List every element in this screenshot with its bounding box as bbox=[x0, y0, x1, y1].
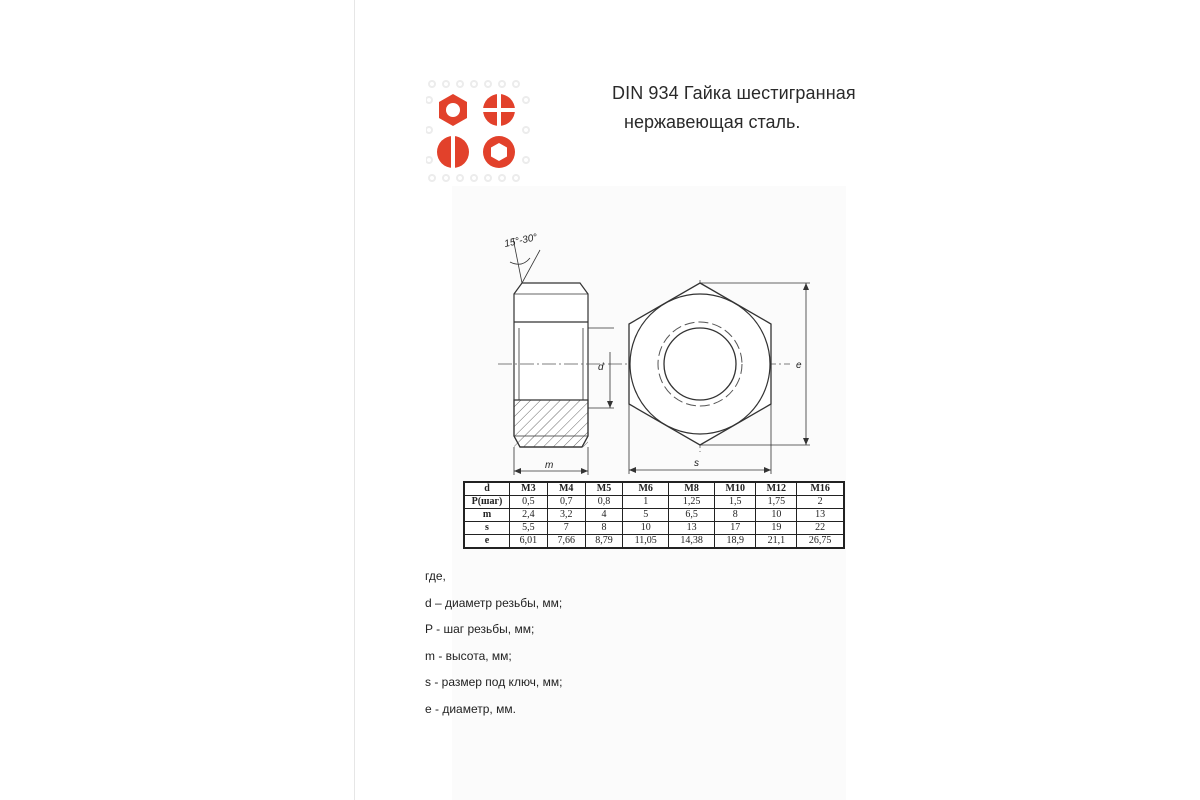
dim-d-label: d bbox=[598, 362, 604, 373]
dim-s-label: s bbox=[694, 458, 699, 469]
legend bbox=[425, 566, 562, 725]
table-cell: 19 bbox=[756, 522, 797, 535]
dim-e-label: e bbox=[796, 360, 802, 371]
table-cell: 2,4 bbox=[510, 509, 548, 522]
table-cell: 10 bbox=[756, 509, 797, 522]
table-cell: 4 bbox=[585, 509, 623, 522]
table-header-cell: M12 bbox=[756, 482, 797, 496]
table-cell: 1,25 bbox=[669, 496, 715, 509]
table-header-cell: M6 bbox=[623, 482, 669, 496]
angle-label: 15°-30° bbox=[503, 232, 539, 250]
table-cell: 1,75 bbox=[756, 496, 797, 509]
table-row bbox=[464, 509, 844, 522]
legend-line: где, bbox=[425, 569, 446, 583]
table-cell: 2 bbox=[797, 496, 844, 509]
table-cell: 21,1 bbox=[756, 535, 797, 549]
table-cell: 13 bbox=[797, 509, 844, 522]
table-cell: 0,8 bbox=[585, 496, 623, 509]
table-cell: 6,01 bbox=[510, 535, 548, 549]
legend-line: d – диаметр резьбы, мм; bbox=[425, 595, 563, 610]
table-cell: 8,79 bbox=[585, 535, 623, 549]
fasteners-logo-icon bbox=[426, 80, 530, 184]
table-cell: 13 bbox=[669, 522, 715, 535]
table-header-cell: M16 bbox=[797, 482, 844, 496]
dim-m-label: m bbox=[545, 460, 554, 471]
table-cell: 17 bbox=[715, 522, 756, 535]
table-cell: 8 bbox=[585, 522, 623, 535]
table-cell: 26,75 bbox=[797, 535, 844, 549]
table-cell: 18,9 bbox=[715, 535, 756, 549]
table-header-cell: M4 bbox=[547, 482, 585, 496]
table-cell: 7,66 bbox=[547, 535, 585, 549]
table-cell: 1,5 bbox=[715, 496, 756, 509]
table-row bbox=[464, 522, 844, 535]
table-cell: 3,2 bbox=[547, 509, 585, 522]
page-subtitle: нержавеющая сталь. bbox=[624, 112, 801, 132]
table-header-cell: d bbox=[464, 482, 510, 496]
table-cell: 0,7 bbox=[547, 496, 585, 509]
legend-line: P - шаг резьбы, мм; bbox=[425, 622, 535, 636]
table-cell: 11,05 bbox=[623, 535, 669, 549]
row-label: s bbox=[464, 522, 510, 535]
table-header-cell: M3 bbox=[510, 482, 548, 496]
table-header-cell: M5 bbox=[585, 482, 623, 496]
row-label: P(шаг) bbox=[464, 496, 510, 509]
row-label: m bbox=[464, 509, 510, 522]
table-header-cell: M8 bbox=[669, 482, 715, 496]
legend-line: s - размер под ключ, мм; bbox=[425, 675, 563, 689]
page-margin bbox=[0, 0, 355, 800]
table-row bbox=[464, 535, 844, 549]
spec-table bbox=[463, 481, 845, 549]
table-cell: 1 bbox=[623, 496, 669, 509]
table-header-cell: M10 bbox=[715, 482, 756, 496]
table-cell: 6,5 bbox=[669, 509, 715, 522]
legend-line: m - высота, мм; bbox=[425, 648, 512, 663]
table-cell: 5,5 bbox=[510, 522, 548, 535]
table-header-row bbox=[464, 482, 844, 496]
table-cell: 10 bbox=[623, 522, 669, 535]
table-cell: 8 bbox=[715, 509, 756, 522]
hex-nut-drawing bbox=[450, 222, 830, 480]
legend-line: e - диаметр, мм. bbox=[425, 701, 516, 716]
row-label: e bbox=[464, 535, 510, 549]
table-cell: 14,38 bbox=[669, 535, 715, 549]
table-cell: 7 bbox=[547, 522, 585, 535]
table-cell: 22 bbox=[797, 522, 844, 535]
table-row bbox=[464, 496, 844, 509]
page-title: DIN 934 Гайка шестигранная bbox=[612, 83, 856, 103]
table-cell: 0,5 bbox=[510, 496, 548, 509]
table-cell: 5 bbox=[623, 509, 669, 522]
